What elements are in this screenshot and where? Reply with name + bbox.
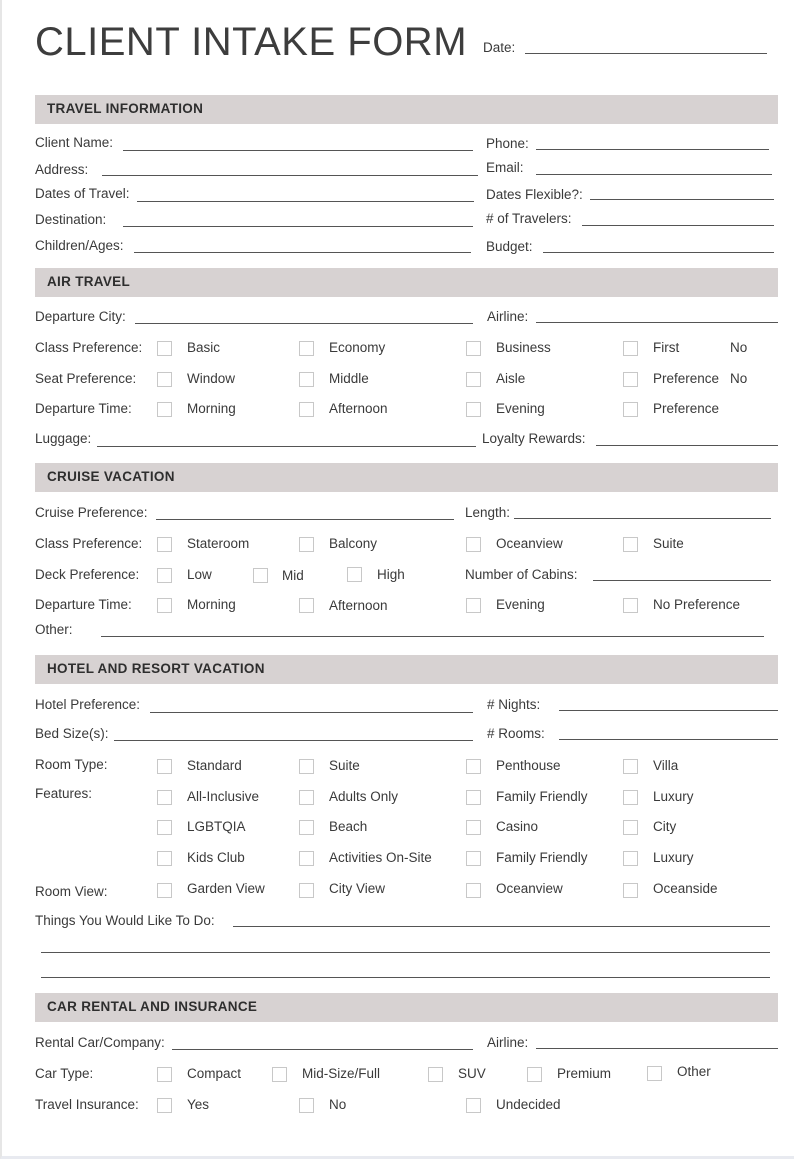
feature-luxury-checkbox[interactable]	[623, 790, 638, 805]
client-name-label: Client Name:	[35, 135, 114, 150]
things-to-do-field[interactable]	[233, 926, 770, 927]
section-hotel-resort	[35, 655, 778, 684]
cruise-suite-label: Suite	[653, 536, 684, 551]
loyalty-rewards-label: Loyalty Rewards:	[482, 431, 586, 446]
seat-middle-label: Middle	[329, 371, 369, 386]
feature-casino-checkbox[interactable]	[466, 820, 481, 835]
room-suite-checkbox[interactable]	[299, 759, 314, 774]
length-field[interactable]	[514, 518, 771, 519]
deck-mid-checkbox[interactable]	[253, 568, 268, 583]
car-midsize-label: Mid-Size/Full	[302, 1066, 381, 1081]
departure-time-label: Departure Time:	[35, 401, 132, 416]
cruise-suite-checkbox[interactable]	[623, 537, 638, 552]
feature-beach-checkbox[interactable]	[299, 820, 314, 835]
travelers-field[interactable]	[582, 225, 774, 226]
cruise-no-preference-checkbox[interactable]	[623, 598, 638, 613]
departure-city-field[interactable]	[135, 323, 473, 324]
seat-aisle-label: Aisle	[496, 371, 526, 386]
feature-lgbtqia-checkbox[interactable]	[157, 820, 172, 835]
airline-label: Airline:	[487, 309, 529, 324]
car-premium-checkbox[interactable]	[527, 1067, 542, 1082]
things-to-do-line-3[interactable]	[41, 977, 770, 978]
dates-of-travel-field[interactable]	[137, 201, 474, 202]
travelers-label: # of Travelers:	[486, 211, 572, 226]
feature-city-checkbox[interactable]	[623, 820, 638, 835]
room-standard-checkbox[interactable]	[157, 759, 172, 774]
class-economy-checkbox[interactable]	[299, 341, 314, 356]
deck-high-label: High	[377, 567, 405, 582]
seat-no-preference-checkbox[interactable]	[623, 372, 638, 387]
seat-no-label: No	[730, 371, 748, 386]
loyalty-rewards-field[interactable]	[596, 445, 778, 446]
class-first-checkbox[interactable]	[623, 341, 638, 356]
other-field[interactable]	[101, 636, 764, 637]
time-morning-label: Morning	[187, 401, 236, 416]
address-field[interactable]	[102, 175, 478, 176]
cruise-afternoon-label: Afternoon	[329, 598, 388, 613]
phone-label: Phone:	[486, 136, 529, 151]
feature-kids-club-label: Kids Club	[187, 850, 245, 865]
car-compact-label: Compact	[187, 1066, 242, 1081]
deck-mid-label: Mid	[282, 568, 304, 583]
seat-preference-option-label: Preference	[653, 371, 720, 386]
departure-city-label: Departure City:	[35, 309, 126, 324]
time-no-preference-checkbox[interactable]	[623, 402, 638, 417]
time-afternoon-label: Afternoon	[329, 401, 388, 416]
form-title: CLIENT INTAKE FORM	[35, 20, 468, 64]
car-suv-checkbox[interactable]	[428, 1067, 443, 1082]
feature-beach-label: Beach	[329, 819, 368, 834]
other-label: Other:	[35, 622, 73, 637]
car-other-label: Other	[677, 1064, 711, 1079]
class-no-label: No	[730, 340, 748, 355]
cruise-departure-time-label: Departure Time:	[35, 597, 132, 612]
destination-field[interactable]	[123, 226, 473, 227]
feature-family-friendly-2-label: Family Friendly	[496, 850, 588, 865]
deck-high-checkbox[interactable]	[347, 567, 362, 582]
cruise-afternoon-checkbox[interactable]	[299, 598, 314, 613]
car-premium-label: Premium	[557, 1066, 612, 1081]
feature-city-label: City	[653, 819, 677, 834]
feature-family-friendly-label: Family Friendly	[496, 789, 588, 804]
car-suv-label: SUV	[458, 1066, 486, 1081]
view-oceanview-label: Oceanview	[496, 881, 563, 896]
feature-adults-only-checkbox[interactable]	[299, 790, 314, 805]
airline-field[interactable]	[536, 322, 778, 323]
deck-low-checkbox[interactable]	[157, 568, 172, 583]
room-villa-checkbox[interactable]	[623, 759, 638, 774]
seat-preference-label: Seat Preference:	[35, 371, 137, 386]
deck-preference-label: Deck Preference:	[35, 567, 140, 582]
cruise-no-preference-label: No Preference	[653, 597, 741, 612]
feature-luxury-2-checkbox[interactable]	[623, 851, 638, 866]
feature-casino-label: Casino	[496, 819, 539, 834]
dates-flexible-label: Dates Flexible?:	[486, 187, 583, 202]
view-oceanside-label: Oceanside	[653, 881, 718, 896]
room-standard-label: Standard	[187, 758, 242, 773]
feature-family-friendly-checkbox[interactable]	[466, 790, 481, 805]
car-compact-checkbox[interactable]	[157, 1067, 172, 1082]
things-to-do-label: Things You Would Like To Do:	[35, 913, 215, 928]
feature-activities-label: Activities On-Site	[329, 850, 432, 865]
view-oceanview-checkbox[interactable]	[466, 883, 481, 898]
number-of-cabins-field[interactable]	[593, 580, 771, 581]
feature-all-inclusive-label: All-Inclusive	[187, 789, 260, 804]
length-label: Length:	[465, 505, 511, 520]
feature-adults-only-label: Adults Only	[329, 789, 399, 804]
class-first-label: First	[653, 340, 680, 355]
section-title: AIR TRAVEL	[47, 274, 130, 289]
room-suite-label: Suite	[329, 758, 360, 773]
section-air-travel	[35, 268, 778, 297]
section-title: TRAVEL INFORMATION	[47, 101, 204, 116]
number-of-cabins-label: Number of Cabins:	[465, 567, 578, 582]
room-type-label: Room Type:	[35, 757, 108, 772]
seat-aisle-checkbox[interactable]	[466, 372, 481, 387]
cruise-preference-label: Cruise Preference:	[35, 505, 148, 520]
room-villa-label: Villa	[653, 758, 679, 773]
class-basic-label: Basic	[187, 340, 221, 355]
time-evening-checkbox[interactable]	[466, 402, 481, 417]
feature-activities-checkbox[interactable]	[299, 851, 314, 866]
cruise-evening-label: Evening	[496, 597, 545, 612]
seat-middle-checkbox[interactable]	[299, 372, 314, 387]
car-midsize-checkbox[interactable]	[272, 1067, 287, 1082]
cruise-class-label: Class Preference:	[35, 536, 143, 551]
cruise-oceanview-checkbox[interactable]	[466, 537, 481, 552]
section-cruise-vacation	[35, 463, 778, 492]
class-business-checkbox[interactable]	[466, 341, 481, 356]
budget-field[interactable]	[543, 252, 774, 253]
cruise-balcony-checkbox[interactable]	[299, 537, 314, 552]
feature-luxury-2-label: Luxury	[653, 850, 694, 865]
insurance-yes-checkbox[interactable]	[157, 1098, 172, 1113]
view-city-label: City View	[329, 881, 386, 896]
rooms-field[interactable]	[559, 739, 778, 740]
insurance-no-checkbox[interactable]	[299, 1098, 314, 1113]
class-preference-label: Class Preference:	[35, 340, 143, 355]
rental-company-field[interactable]	[172, 1049, 473, 1050]
class-economy-label: Economy	[329, 340, 386, 355]
bed-size-label: Bed Size(s):	[35, 726, 109, 741]
email-field[interactable]	[536, 174, 772, 175]
phone-field[interactable]	[536, 149, 769, 150]
cruise-oceanview-label: Oceanview	[496, 536, 563, 551]
cruise-balcony-label: Balcony	[329, 536, 378, 551]
cruise-stateroom-checkbox[interactable]	[157, 537, 172, 552]
section-title: HOTEL AND RESORT VACATION	[47, 661, 265, 676]
time-afternoon-checkbox[interactable]	[299, 402, 314, 417]
hotel-preference-field[interactable]	[150, 712, 473, 713]
seat-window-label: Window	[187, 371, 236, 386]
room-penthouse-label: Penthouse	[496, 758, 561, 773]
view-garden-checkbox[interactable]	[157, 883, 172, 898]
children-ages-label: Children/Ages:	[35, 238, 124, 253]
cruise-morning-checkbox[interactable]	[157, 598, 172, 613]
nights-label: # Nights:	[487, 697, 541, 712]
car-airline-field[interactable]	[536, 1048, 778, 1049]
travel-insurance-label: Travel Insurance:	[35, 1097, 139, 1112]
destination-label: Destination:	[35, 212, 107, 227]
date-label: Date:	[483, 40, 516, 55]
insurance-yes-label: Yes	[187, 1097, 210, 1112]
date-field[interactable]	[525, 53, 767, 54]
children-ages-field[interactable]	[134, 252, 471, 253]
feature-lgbtqia-label: LGBTQIA	[187, 819, 246, 834]
car-type-label: Car Type:	[35, 1066, 94, 1081]
feature-luxury-label: Luxury	[653, 789, 694, 804]
insurance-undecided-checkbox[interactable]	[466, 1098, 481, 1113]
things-to-do-line-2[interactable]	[41, 952, 770, 953]
view-garden-label: Garden View	[187, 881, 265, 896]
section-travel-information	[35, 95, 778, 124]
dates-flexible-field[interactable]	[590, 199, 774, 200]
car-airline-label: Airline:	[487, 1035, 529, 1050]
insurance-no-label: No	[329, 1097, 347, 1112]
time-morning-checkbox[interactable]	[157, 402, 172, 417]
cruise-morning-label: Morning	[187, 597, 236, 612]
time-evening-label: Evening	[496, 401, 545, 416]
cruise-stateroom-label: Stateroom	[187, 536, 250, 551]
features-label: Features:	[35, 786, 93, 801]
hotel-preference-label: Hotel Preference:	[35, 697, 141, 712]
insurance-undecided-label: Undecided	[496, 1097, 561, 1112]
rental-company-label: Rental Car/Company:	[35, 1035, 165, 1050]
budget-label: Budget:	[486, 239, 533, 254]
feature-all-inclusive-checkbox[interactable]	[157, 790, 172, 805]
luggage-label: Luggage:	[35, 431, 92, 446]
class-business-label: Business	[496, 340, 551, 355]
section-title: CAR RENTAL AND INSURANCE	[47, 999, 258, 1014]
time-preference-label: Preference	[653, 401, 720, 416]
client-name-field[interactable]	[123, 150, 473, 151]
view-city-checkbox[interactable]	[299, 883, 314, 898]
rooms-label: # Rooms:	[487, 726, 545, 741]
section-car-rental	[35, 993, 778, 1022]
nights-field[interactable]	[559, 710, 778, 711]
luggage-field[interactable]	[97, 446, 476, 447]
room-penthouse-checkbox[interactable]	[466, 759, 481, 774]
section-title: CRUISE VACATION	[47, 469, 175, 484]
room-view-label: Room View:	[35, 884, 108, 899]
cruise-evening-checkbox[interactable]	[466, 598, 481, 613]
seat-window-checkbox[interactable]	[157, 372, 172, 387]
bed-size-field[interactable]	[114, 740, 473, 741]
cruise-preference-field[interactable]	[156, 519, 454, 520]
deck-low-label: Low	[187, 567, 212, 582]
class-basic-checkbox[interactable]	[157, 341, 172, 356]
dates-of-travel-label: Dates of Travel:	[35, 186, 130, 201]
car-other-checkbox[interactable]	[647, 1066, 662, 1081]
view-oceanside-checkbox[interactable]	[623, 883, 638, 898]
feature-family-friendly-2-checkbox[interactable]	[466, 851, 481, 866]
feature-kids-club-checkbox[interactable]	[157, 851, 172, 866]
email-label: Email:	[486, 160, 524, 175]
address-label: Address:	[35, 162, 89, 177]
